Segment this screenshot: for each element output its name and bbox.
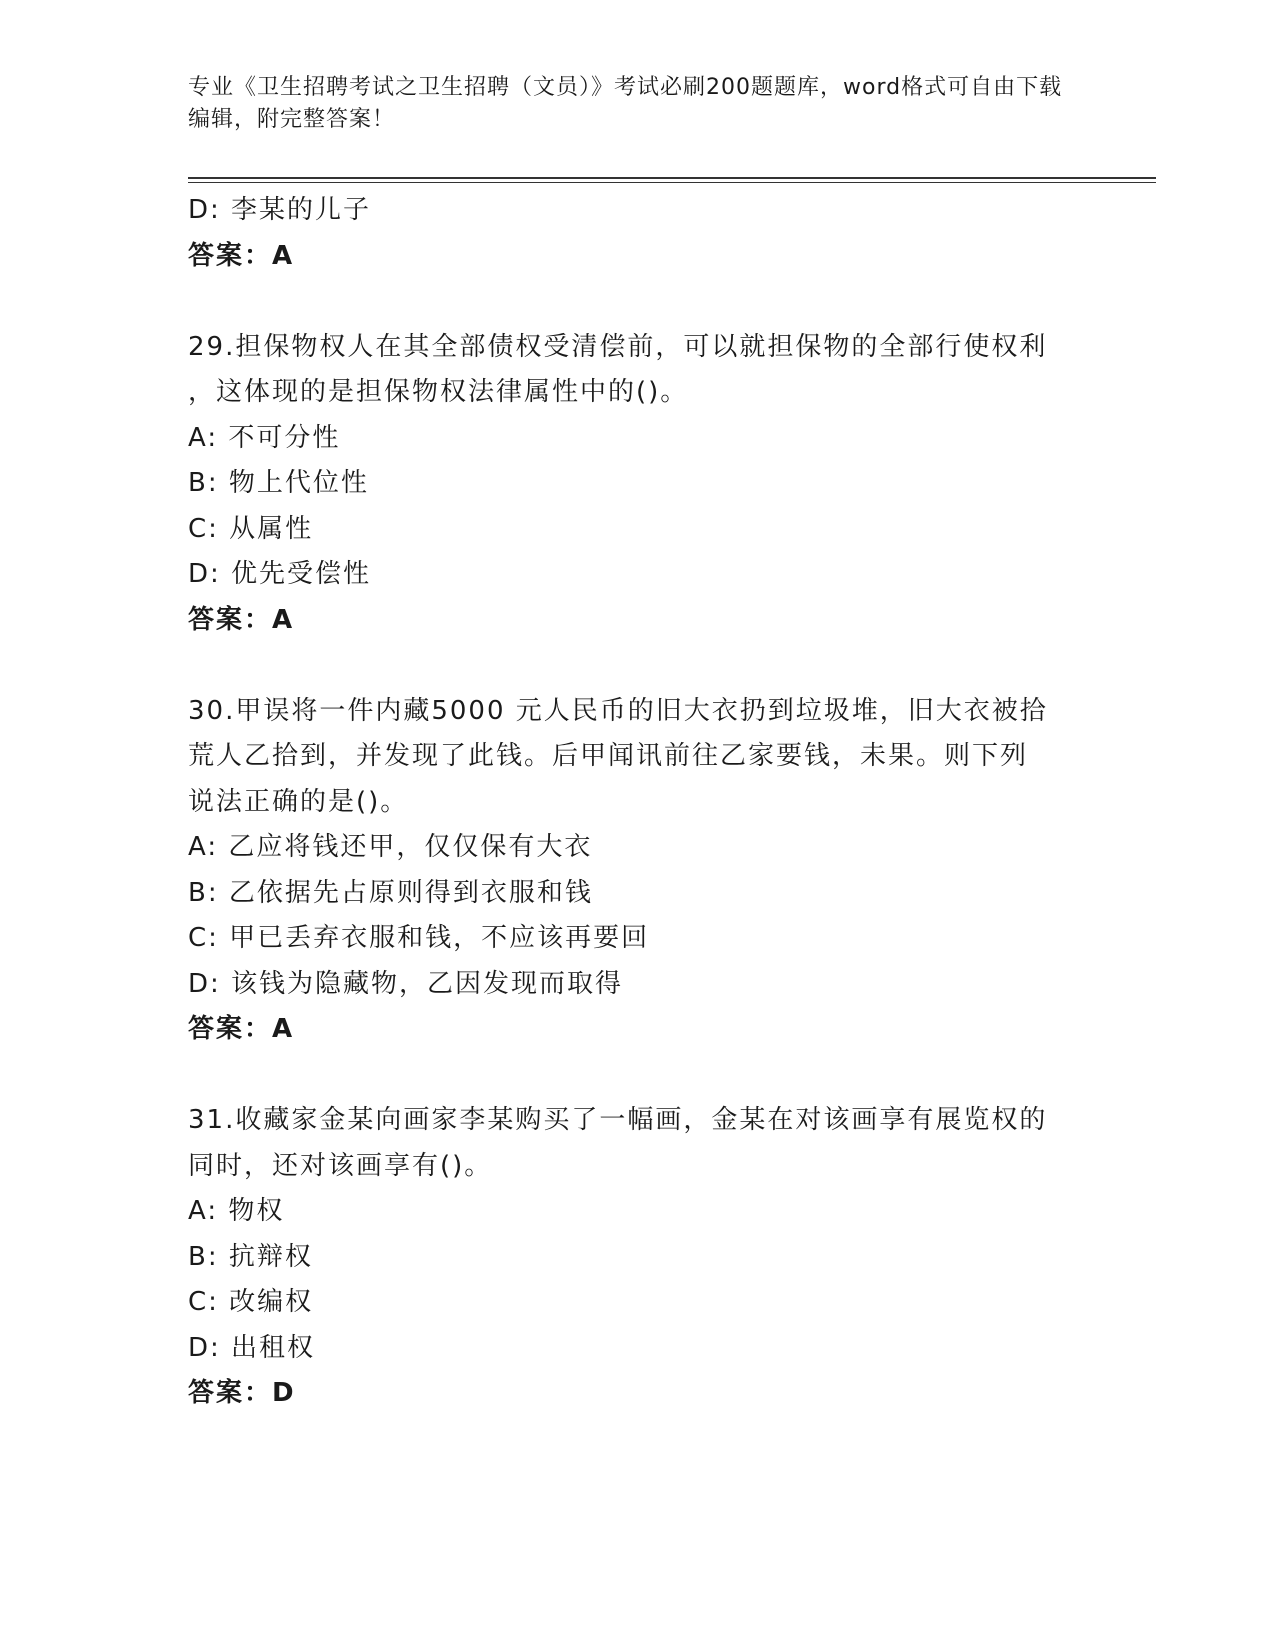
question-29	[188, 325, 1088, 644]
question-list	[188, 188, 1088, 1417]
option-c: C: 甲已丢弃衣服和钱，不应该再要回	[188, 923, 650, 953]
answer: 答案：A	[188, 240, 295, 271]
option-a: A: 物权	[188, 1196, 285, 1226]
question-stem-line: 30.甲误将一件内藏5000 元人民币的旧大衣扔到垃圾堆，旧大衣被拾	[188, 695, 1048, 726]
option-c: C: 改编权	[188, 1287, 314, 1317]
question-stem-line: ，这体现的是担保物权法律属性中的()。	[188, 377, 689, 407]
header-divider-thick	[188, 177, 1156, 179]
question-stem-line: 说法正确的是()。	[188, 786, 409, 817]
option-b: B: 抗辩权	[188, 1241, 313, 1272]
option-a: A: 不可分性	[188, 422, 341, 453]
answer: 答案：D	[188, 1378, 296, 1408]
option-d: D: 该钱为隐藏物，乙因发现而取得	[188, 968, 624, 999]
option-d: D: 优先受偿性	[188, 559, 372, 589]
page-header: 专业《卫生招聘考试之卫生招聘（文员）》考试必刷200题题库，word格式可自由下载编辑，附完整答案！	[188, 75, 1063, 132]
question-30	[188, 689, 1088, 1053]
answer: 答案：A	[188, 1014, 295, 1044]
option-c: C: 从属性	[188, 513, 314, 544]
option-a: A: 乙应将钱还甲，仅仅保有大衣	[188, 832, 593, 862]
header-divider-thin	[188, 182, 1156, 183]
option-b: B: 乙依据先占原则得到衣服和钱	[188, 877, 593, 908]
question-stem-line: 29.担保物权人在其全部债权受清偿前，可以就担保物的全部行使权利	[188, 331, 1048, 362]
question-stem-line: 荒人乙拾到，并发现了此钱。后甲闻讯前往乙家要钱，未果。则下列	[188, 741, 1029, 771]
question-stem-line: 31.收藏家金某向画家李某购买了一幅画，金某在对该画享有展览权的	[188, 1105, 1048, 1135]
option-b: B: 物上代位性	[188, 468, 369, 498]
option-d: D: 出租权	[188, 1332, 316, 1363]
answer: 答案：A	[188, 604, 295, 635]
option-d: D: 李某的儿子	[188, 195, 372, 225]
question-31	[188, 1098, 1088, 1417]
question-stem-line: 同时，还对该画享有()。	[188, 1150, 493, 1181]
